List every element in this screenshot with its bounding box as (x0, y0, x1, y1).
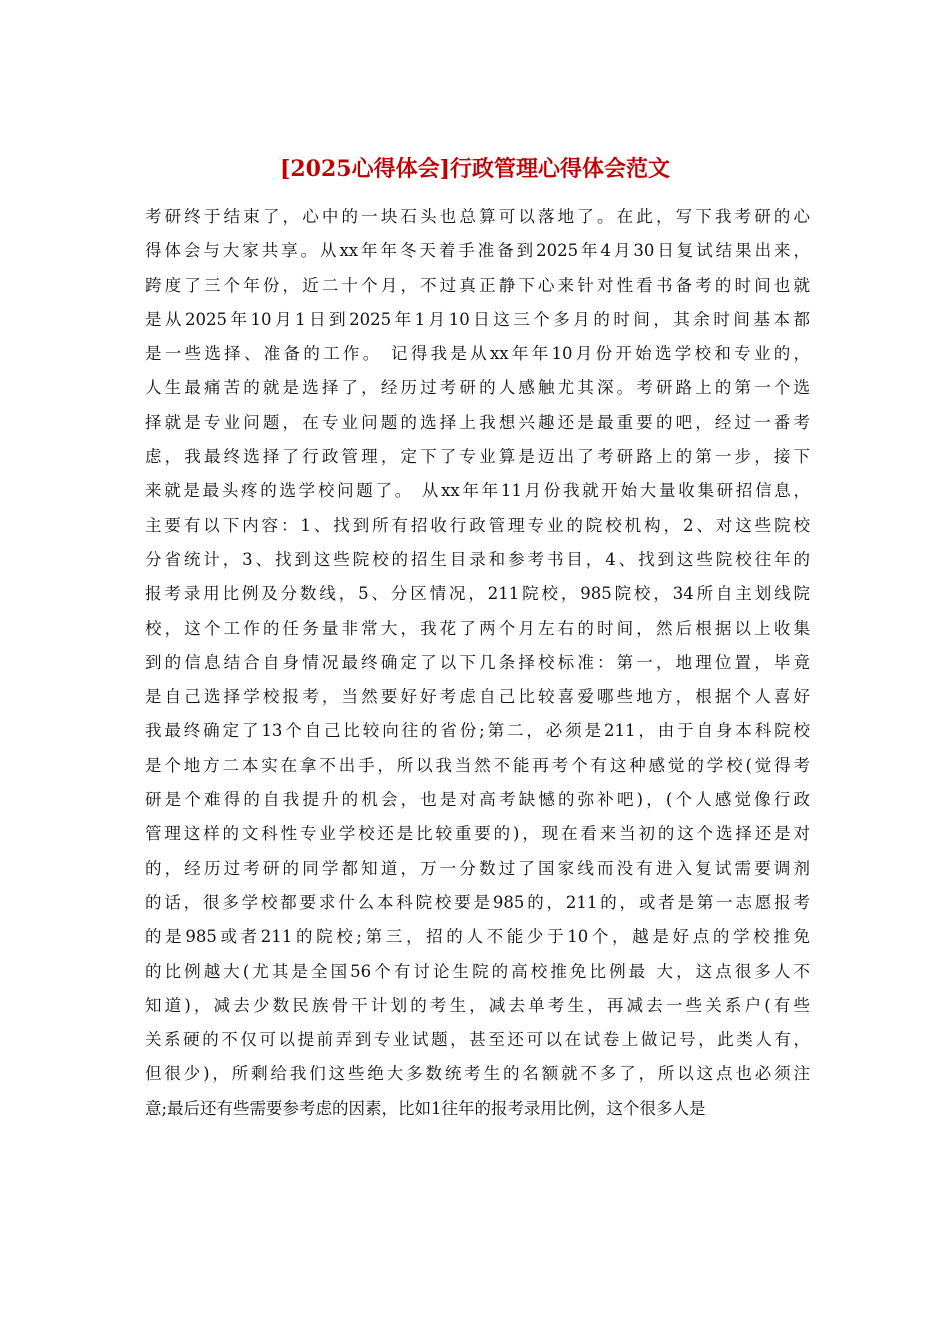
text-line: 到的信息结合自身情况最终确定了以下几条择校标准：第一，地理位置，毕竟 (145, 652, 810, 672)
text-line: 得体会与大家共享。从xx年年冬天着手准备到2025年4月30日复试结果出来， (145, 241, 810, 261)
text-line: 考研终于结束了，心中的一块石头也总算可以落地了。在此，写下我考研的心 (145, 207, 810, 226)
text-line: 的，经历过考研的同学都知道，万一分数过了国家线而没有进入复试需要调剂 (145, 858, 810, 878)
text-line: 择就是专业问题，在专业问题的选择上我想兴趣还是最重要的吧，经过一番考 (145, 412, 810, 432)
text-line: 主要有以下内容：1、找到所有招收行政管理专业的院校机构，2、对这些院校 (145, 515, 810, 535)
document-body (145, 200, 810, 1126)
text-line: 知道)，减去少数民族骨干计划的考生，减去单考生，再减去一些关系户(有些 (145, 995, 810, 1015)
text-line: 我最终确定了13个自己比较向往的省份;第二，必须是211，由于自身本科院校 (145, 721, 810, 741)
text-line: 是一些选择、准备的工作。 记得我是从xx年年10月份开始选学校和专业的， (145, 344, 810, 364)
text-line: 的话，很多学校都要求什么本科院校要是985的，211的，或者是第一志愿报考 (145, 892, 810, 912)
text-line: 是个地方二本实在拿不出手，所以我当然不能再考个有这种感觉的学校(觉得考 (145, 755, 810, 775)
text-line: 是从2025年10月1日到2025年1月10日这三个多月的时间，其余时间基本都 (145, 309, 810, 329)
text-line: 来就是最头疼的选学校问题了。 从xx年年11月份我就开始大量收集研招信息， (145, 481, 810, 501)
text-line: 人生最痛苦的就是选择了，经历过考研的人感触尤其深。考研路上的第一个选 (145, 378, 810, 398)
text-line: 分省统计，3、找到这些院校的招生目录和参考书目，4、找到这些院校往年的 (145, 549, 810, 569)
text-line: 关系硬的不仅可以提前弄到专业试题，甚至还可以在试卷上做记号，此类人有， (145, 1030, 810, 1050)
text-line: 的比例越大(尤其是全国56个有讨论生院的高校推免比例最 大，这点很多人不 (145, 961, 810, 981)
text-line: 虑，我最终选择了行政管理，定下了专业算是迈出了考研路上的第一步，接下 (145, 447, 810, 467)
text-line: 研是个难得的自我提升的机会，也是对高考缺憾的弥补吧)，(个人感觉像行政 (145, 790, 810, 810)
text-line: 的是985或者211的院校;第三，招的人不能少于10个，越是好点的学校推免 (145, 927, 810, 947)
text-line: 报考录用比例及分数线，5、分区情况，211院校，985院校，34所自主划线院 (145, 584, 810, 604)
text-line: 是自己选择学校报考，当然要好好考虑自己比较喜爱哪些地方，根据个人喜好 (145, 687, 810, 707)
text-line: 管理这样的文科性专业学校还是比较重要的)，现在看来当初的这个选择还是对 (145, 824, 810, 844)
text-line: 但很少)，所剩给我们这些绝大多数统考生的名额就不多了，所以这点也必须注 (145, 1064, 810, 1084)
text-line: 跨度了三个年份，近二十个月，不过真正静下心来针对性看书备考的时间也就 (145, 275, 810, 295)
text-line: 校，这个工作的任务量非常大，我花了两个月左右的时间，然后根据以上收集 (145, 618, 810, 638)
document-title: [2025心得体会]行政管理心得体会范文 (279, 156, 671, 182)
text-line: 意;最后还有些需要参考虑的因素，比如1往年的报考录用比例，这个很多人是 (145, 1098, 706, 1118)
